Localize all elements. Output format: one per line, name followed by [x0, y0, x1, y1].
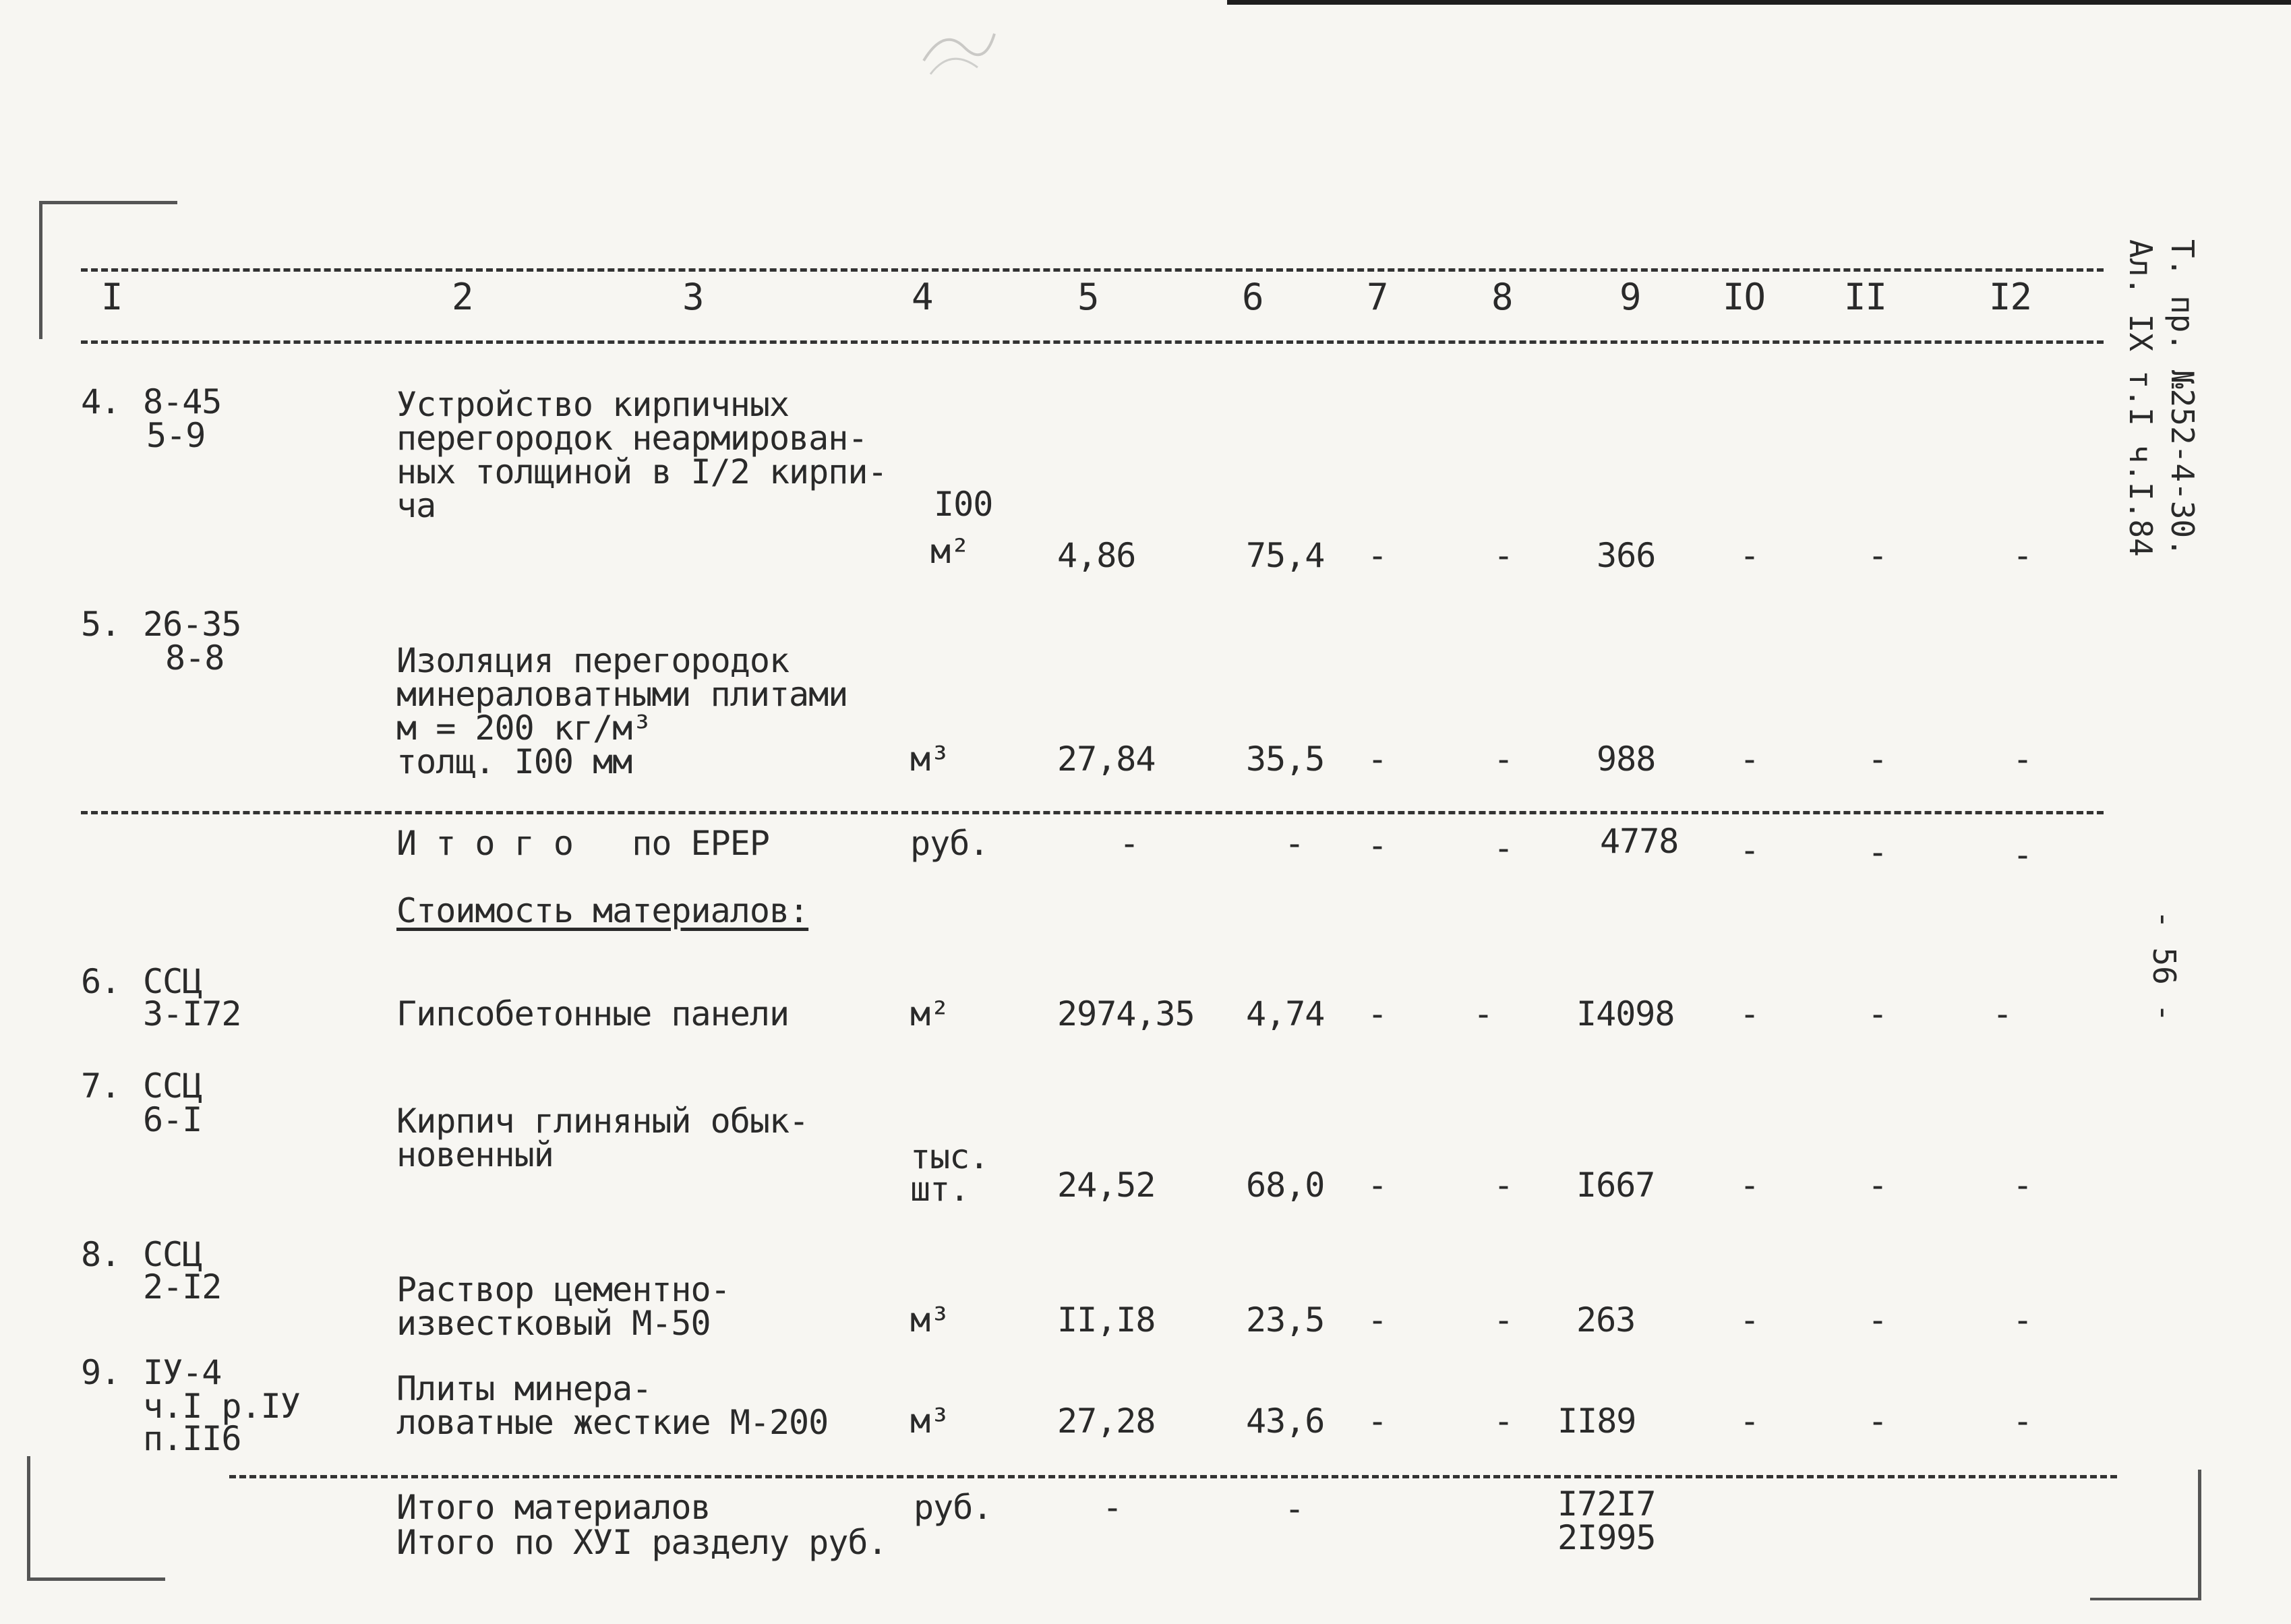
- total-cost: II89: [1557, 1402, 1636, 1441]
- col-10-value: -: [1739, 1402, 1760, 1441]
- subtotal-qty: -: [1119, 824, 1139, 863]
- work-name-line: перегородок неармирован-: [396, 419, 868, 458]
- subtotal-label: И т о г о по ЕРЕР: [396, 824, 769, 863]
- materials-total-qty: -: [1102, 1488, 1123, 1527]
- col-12-value: -: [2013, 740, 2033, 779]
- rate-code: ССЦ: [143, 1235, 202, 1274]
- material-name-line: ловатные жесткие М-200: [396, 1403, 829, 1442]
- materials-bottom-rule: [229, 1475, 2117, 1478]
- row-number: 5.: [81, 605, 121, 644]
- rate-code: ССЦ: [143, 1066, 202, 1106]
- unit-line: м²: [930, 532, 970, 571]
- col-7-value: -: [1367, 536, 1388, 575]
- unit-line: шт.: [910, 1170, 970, 1209]
- total-cost: 988: [1597, 740, 1656, 779]
- row-number: 7.: [81, 1066, 121, 1106]
- col-11-value: -: [1868, 1166, 1888, 1205]
- col-10-value: -: [1739, 1300, 1760, 1340]
- row-number: 6.: [81, 962, 121, 1001]
- rate-code: 8-45: [143, 382, 222, 421]
- quantity: 4,86: [1057, 536, 1136, 575]
- material-name-line: Гипсобетонные панели: [396, 994, 790, 1033]
- rate-code: 2-I2: [143, 1267, 222, 1306]
- unit-price: 43,6: [1246, 1402, 1325, 1441]
- work-name-line: м = 200 кг/м³: [396, 709, 652, 748]
- col-header-8: 8: [1491, 276, 1513, 318]
- col-8-value: -: [1493, 1402, 1514, 1441]
- col-10-value: -: [1739, 740, 1760, 779]
- col-8-value: -: [1493, 536, 1514, 575]
- subtotal-col-12: -: [2013, 835, 2033, 874]
- header-bottom-rule: [81, 340, 2104, 344]
- col-7-value: -: [1367, 1300, 1388, 1340]
- unit-price: 75,4: [1246, 536, 1325, 575]
- side-annotation-line-1: Т. пр. №252-4-30.: [2164, 239, 2201, 557]
- section-total-value: 2I995: [1557, 1518, 1656, 1557]
- col-header-12: I2: [1989, 276, 2032, 318]
- col-header-2: 2: [452, 276, 473, 318]
- rate-code: 26-35: [143, 605, 241, 644]
- total-cost: I667: [1576, 1166, 1655, 1205]
- quantity: 2974,35: [1057, 994, 1195, 1033]
- col-11-value: -: [1868, 1300, 1888, 1340]
- col-12-value: -: [2013, 1402, 2033, 1441]
- col-header-4: 4: [912, 276, 933, 318]
- work-name-line: ных толщиной в I/2 кирпи-: [396, 452, 887, 491]
- rate-code: 6-I: [143, 1100, 202, 1139]
- unit-line: м³: [910, 1402, 950, 1441]
- col-10-value: -: [1739, 994, 1760, 1033]
- subtotal-unit: руб.: [910, 824, 989, 863]
- rate-code: IУ-4: [143, 1353, 222, 1392]
- right-frame-bottom: [2090, 1470, 2201, 1600]
- col-8-value: -: [1473, 994, 1493, 1033]
- unit-price: 68,0: [1246, 1166, 1325, 1205]
- page-number: - 56 -: [2146, 910, 2182, 1023]
- col-header-5: 5: [1077, 276, 1099, 318]
- materials-total-price: -: [1284, 1489, 1305, 1528]
- material-name-line: Раствор цементно-: [396, 1270, 730, 1309]
- total-cost: 263: [1576, 1300, 1636, 1340]
- unit-line: м³: [910, 740, 950, 779]
- unit-line: м³: [910, 1300, 950, 1340]
- unit-price: 35,5: [1246, 740, 1325, 779]
- unit-price: 4,74: [1246, 994, 1325, 1033]
- col-7-value: -: [1367, 1402, 1388, 1441]
- left-frame-bottom: [27, 1456, 165, 1581]
- quantity: II,I8: [1057, 1300, 1156, 1340]
- col-header-3: 3: [682, 276, 704, 318]
- col-header-6: 6: [1242, 276, 1263, 318]
- row-number: 4.: [81, 382, 121, 421]
- col-11-value: -: [1868, 536, 1888, 575]
- col-12-value: -: [2013, 536, 2033, 575]
- col-10-value: -: [1739, 536, 1760, 575]
- materials-total-value: I72I7: [1557, 1484, 1656, 1524]
- frame-top-line: [1227, 0, 2291, 5]
- quantity: 27,28: [1057, 1402, 1156, 1441]
- subtotal-col-7: -: [1367, 826, 1388, 865]
- unit-line: тыс.: [910, 1137, 989, 1176]
- work-name-line: Устройство кирпичных: [396, 385, 790, 424]
- col-8-value: -: [1493, 1166, 1514, 1205]
- col-12-value: -: [2013, 1166, 2033, 1205]
- materials-heading: Стоимость материалов:: [396, 891, 809, 930]
- faint-stamp-mark: [917, 20, 998, 81]
- col-header-10: IO: [1723, 276, 1766, 318]
- materials-total-unit: руб.: [914, 1488, 992, 1527]
- material-name-line: Плиты минера-: [396, 1369, 652, 1408]
- rate-code: ч.I р.IУ: [143, 1387, 300, 1426]
- rate-code: 8-8: [165, 638, 225, 678]
- col-header-1: I: [101, 276, 123, 318]
- rate-code: 3-I72: [143, 994, 241, 1033]
- total-cost: I4098: [1576, 994, 1675, 1033]
- material-name-line: известковый М-50: [396, 1304, 711, 1343]
- unit-price: 23,5: [1246, 1300, 1325, 1340]
- quantity: 27,84: [1057, 740, 1156, 779]
- total-cost: 366: [1597, 536, 1656, 575]
- subtotal-col-10: -: [1739, 831, 1760, 870]
- col-12-value: -: [1992, 994, 2013, 1033]
- col-7-value: -: [1367, 994, 1388, 1033]
- row-number: 9.: [81, 1353, 121, 1392]
- subtotal-col-11: -: [1868, 833, 1888, 872]
- col-11-value: -: [1868, 994, 1888, 1033]
- col-10-value: -: [1739, 1166, 1760, 1205]
- work-name-line: Изоляция перегородок: [396, 641, 790, 680]
- col-8-value: -: [1493, 1300, 1514, 1340]
- side-annotation-line-2: Ал. IX т.I ч.I.84: [2122, 239, 2159, 557]
- col-header-11: II: [1844, 276, 1887, 318]
- col-7-value: -: [1367, 740, 1388, 779]
- rate-code: 5-9: [146, 416, 206, 455]
- col-header-9: 9: [1619, 276, 1641, 318]
- col-12-value: -: [2013, 1300, 2033, 1340]
- subtotal-col-8: -: [1493, 829, 1514, 868]
- col-11-value: -: [1868, 740, 1888, 779]
- rate-code: ССЦ: [143, 962, 202, 1001]
- work-name-line: минераловатными плитами: [396, 675, 848, 714]
- quantity: 24,52: [1057, 1166, 1156, 1205]
- section-total-label: Итого по XУI разделу руб.: [396, 1523, 887, 1562]
- material-name-line: новенный: [396, 1135, 554, 1174]
- header-top-rule: [81, 268, 2104, 272]
- col-7-value: -: [1367, 1166, 1388, 1205]
- row-number: 8.: [81, 1235, 121, 1274]
- col-8-value: -: [1493, 740, 1514, 779]
- unit-line: м²: [910, 994, 950, 1033]
- work-name-line: ча: [396, 486, 436, 525]
- work-name-line: толщ. I00 мм: [396, 742, 632, 781]
- col-11-value: -: [1868, 1402, 1888, 1441]
- material-name-line: Кирпич глиняный обык-: [396, 1102, 809, 1141]
- subtotal-price: -: [1284, 824, 1305, 863]
- col-header-7: 7: [1367, 276, 1388, 318]
- materials-total-label: Итого материалов: [396, 1488, 711, 1527]
- subtotal-total: 4778: [1600, 822, 1679, 861]
- subtotal-rule: [81, 811, 2104, 814]
- unit-line: I00: [934, 485, 993, 524]
- rate-code: п.II6: [143, 1419, 241, 1458]
